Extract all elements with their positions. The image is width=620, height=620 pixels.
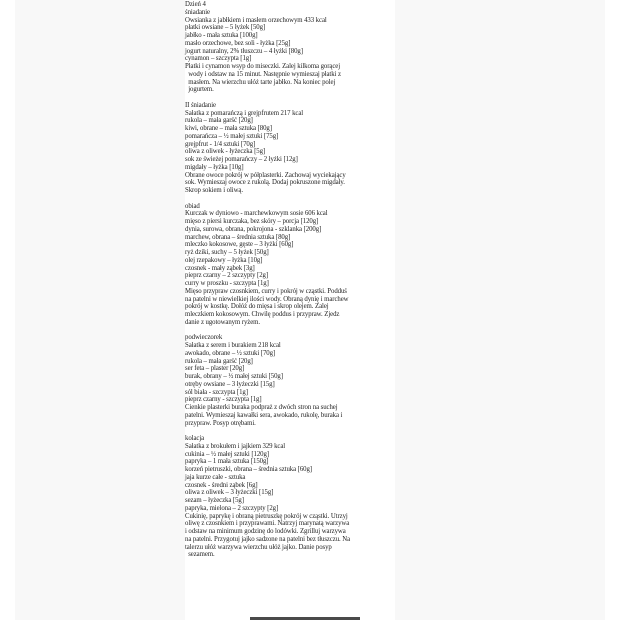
instruction-line: i odstaw na minimum godzinę do lodówki. Zgrilluj warzywa [185,528,346,535]
ingredient-line: grejpfrut - 1/4 sztuki [70g] [185,140,256,148]
instruction-line: wody i odstaw na 15 minut. Następnie wymieszaj płatki z [185,70,341,78]
instruction-line: Skrop sokiem i oliwą. [185,187,243,194]
instruction-line: na patelni w niewielkiej ilości wody. Obraną dynię i marchew [185,295,349,303]
ingredient-line: olej rzepakowy – łyżka [10g] [185,256,263,264]
instruction-line: Cienkie plasterki buraka podpraż z dwóch stron na suchej [185,404,338,411]
section-spacer [185,94,395,102]
ingredient-line: rukola – mała garść [20g] [185,117,253,125]
ingredient-line: papryka, mielona – 2 szczypty [2g] [185,504,279,512]
ingredient-line: czosnek - mały ząbek [3g] [185,264,255,272]
document-page [185,0,395,620]
recipe-title: Sałatka z brokułem i jajkiem 329 kcal [185,442,286,450]
ingredient-line: oliwa z oliwek - łyżeczka [5g] [185,148,266,156]
ingredient-line: papryka – 1 mała sztuka [150g] [185,458,269,466]
ingredient-line: burak, obrany – ½ małej sztuki [50g] [185,373,283,380]
ingredient-line: pomarańcza – ½ małej sztuki [75g] [185,132,279,140]
section-spacer [185,195,395,203]
day-title: Dzień 4 [185,1,206,8]
recipe-title: Sałatka z pomarańczą i grejpfrutem 217 kcal [185,109,304,117]
ingredient-line: płatki owsiane – 5 łyżek [50g] [185,24,266,32]
recipe-title: Kurczak w dyniowo - marchewkowym sosie 606 kcal [185,210,328,218]
ingredient-line: cukinia – ½ małej sztuki [120g] [185,450,269,458]
ingredient-line: curry w proszku - szczypta [1g] [185,280,269,287]
instruction-line: mleczkiem kokosowym. Chwilę poddus i przypraw. Zjedz [185,311,340,318]
instruction-line: sok. Wymieszaj owoce z rukolą. Dodaj pokruszone migdały. [185,179,345,187]
ingredient-line: migdały – łyżka [10g] [185,163,244,171]
ingredient-line: masło orzechowe, bez soli - łyżka [25g] [185,39,291,47]
ingredient-line: sól biała - szczypta [1g] [185,388,248,396]
ingredient-line: otręby owsiane – 3 łyżeczki [15g] [185,380,275,388]
section-heading-kolacja: kolacja [185,435,205,442]
instruction-line: talerzu ułóż warzywa wierzchu ułóż jajko. Danie posyp [185,543,332,551]
instruction-line: pokrój w kostkę. Dołóż do mięsa i skrop olejem. Zalej [185,303,329,311]
section-spacer [185,427,395,435]
ingredient-line: ser feta – plaster [20g] [185,365,245,373]
ingredient-line: rukola – mała garść [20g] [185,357,253,365]
section-heading-ii-sniadanie: II śniadanie [185,101,216,109]
section-heading-podwieczorek: podwieczorek [185,334,223,342]
ingredient-line: cynamon – szczypta [1g] [185,55,252,63]
recipe-title: Owsianka z jabłkiem i masłem orzechowym 433 kcal [185,16,327,24]
instruction-line: masłem. Na wierzchu ułóż tarte jabłko. Na koniec polej [185,78,336,86]
instruction-line: na patelni. Przygotuj jajko sadzone na patelni bez tłuszczu. Na [185,535,351,543]
ingredient-line: jaja kurze całe - sztuka [185,473,246,481]
ingredient-line: oliwa z oliwek – 3 łyżeczki [15g] [185,489,274,497]
section-spacer [185,327,395,335]
ingredient-line: kiwi, obrane – mała sztuka [80g] [185,125,272,132]
ingredient-line: pieprz czarny – 2 szczypty [2g] [185,272,269,280]
instruction-line: sezamem. [185,551,215,559]
ingredient-line: jogurt naturalny, 2% tłuszczu – 4 łyżki [80g] [185,47,303,55]
instruction-line: Płatki i cynamon wsyp do miseczki. Zalej kilkoma gorącej [185,63,341,70]
instruction-line: Obrane owoce pokrój w półplasterki. Zachowaj wyciekający [185,171,346,179]
instruction-line: patelni. Wymieszaj kawałki sera, awokado, rukolę, buraka i [185,411,343,419]
instruction-line: jogurtem. [185,86,214,94]
ingredient-line: sezam – łyżeczka [5g] [185,497,244,504]
ingredient-line: awokado, obrane – ½ sztuki [70g] [185,349,276,357]
ingredient-line: korzeń pietruszki, obrana – średnia sztuka [60g] [185,466,312,473]
instruction-line: Cukinię, paprykę i obraną pietruszkę pokrój w cząstki. Utrzyj [185,512,348,520]
instruction-line: danie z ugotowanym ryżem. [185,318,261,326]
ingredient-line: ryż dziki, suchy – 5 łyżek [50g] [185,249,269,256]
ingredient-line: mleczko kokosowe, gęste – 3 łyżki [60g] [185,241,294,249]
section-heading-sniadanie: śniadanie [185,8,210,16]
instruction-line: oliwę z czosnkiem i przyprawami. Natrzyj marynatą warzywa [185,520,350,528]
ingredient-line: mięso z piersi kurczaka, bez skóry – porcja [120g] [185,218,319,225]
ingredient-line: czosnek - średni ząbek [6g] [185,481,258,489]
ingredient-line: dynia, surowa, obrana, pokrojona - szklanka [200g] [185,225,322,233]
instruction-line: przypraw. Posyp otrębami. [185,419,256,427]
instruction-line: Mięso przypraw czosnkiem, curry i pokrój w cząstki. Podduś [185,287,347,295]
ingredient-line: sok ze świeżej pomarańczy – 2 łyżki [12g] [185,156,298,163]
ingredient-line: jabłko - mała sztuka [100g] [185,32,258,39]
section-heading-obiad: obiad [185,202,200,210]
ingredient-line: marchew, obrana – średnia sztuka [80g] [185,233,291,241]
ingredient-line: pieprz czarny - szczypta [1g] [185,396,262,404]
recipe-title: Sałatka z serem i burakiem 218 kcal [185,342,281,349]
